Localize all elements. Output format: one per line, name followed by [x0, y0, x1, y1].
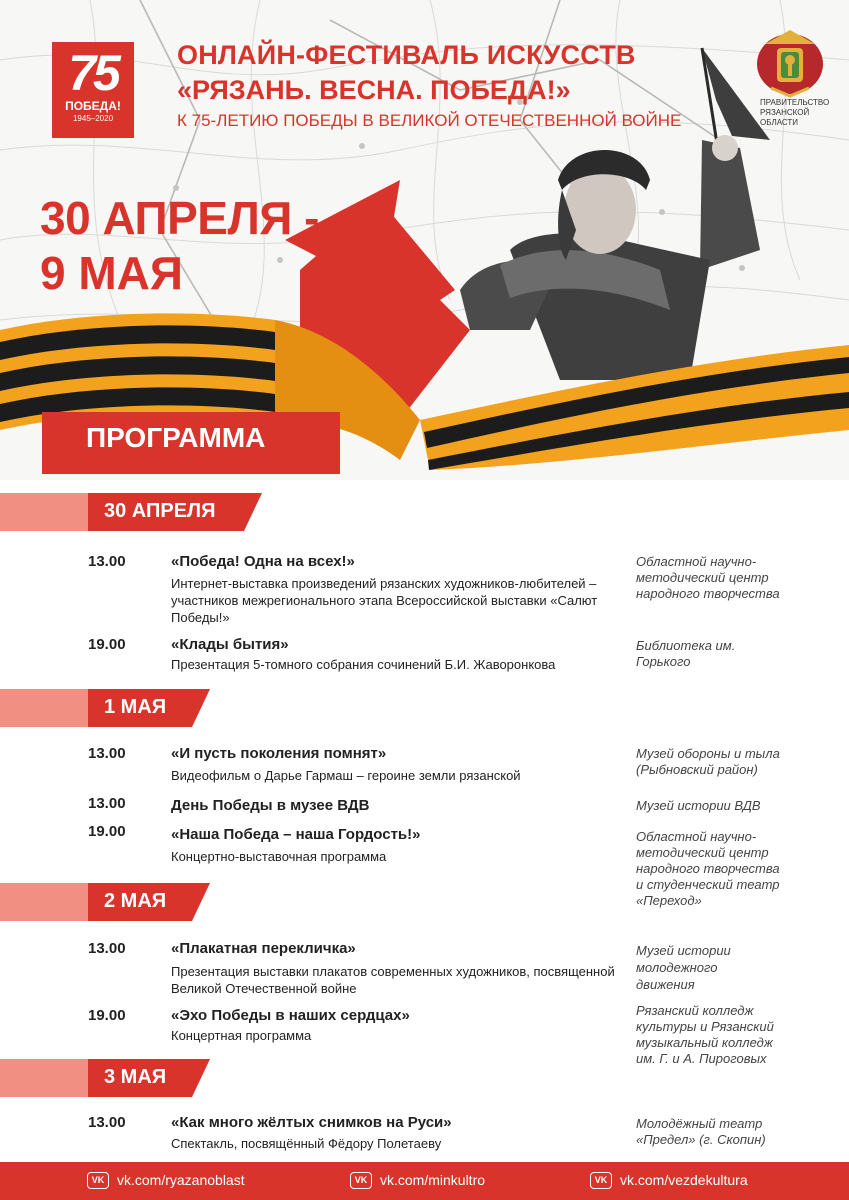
- emblem-caption: ПРАВИТЕЛЬСТВО РЯЗАНСКОЙ ОБЛАСТИ: [760, 98, 830, 127]
- logo-word: ПОБЕДА!: [65, 99, 121, 113]
- vk-icon: VK: [87, 1172, 109, 1189]
- header: [0, 0, 849, 480]
- event-title: День Победы в музее ВДВ: [171, 797, 370, 814]
- vk-link-text[interactable]: vk.com/minkultro: [380, 1172, 486, 1188]
- event-description: Интернет-выставка произведений рязанских художников-любителей – участников межрегионального этапа Всероссийской выставки «Салют Победы!»: [171, 576, 598, 625]
- program-heading-box: [42, 412, 340, 474]
- event-title: «И пусть поколения помнят»: [171, 745, 387, 762]
- event-description: Спектакль, посвящённый Фёдору Полетаеву: [171, 1136, 442, 1151]
- festival-title-line2: «РЯЗАНЬ. ВЕСНА. ПОБЕДА!»: [177, 75, 571, 105]
- festival-subtitle: К 75-ЛЕТИЮ ПОБЕДЫ В ВЕЛИКОЙ ОТЕЧЕСТВЕННОЙ ВОЙНЕ: [177, 111, 682, 130]
- victory-75-logo: [52, 42, 134, 138]
- event-venue: Рязанский колледж культуры и Рязанский музыкальный колледж им. Г. и А. Пироговых: [636, 1003, 774, 1066]
- logo-years: 1945–2020: [72, 114, 114, 123]
- day-label: 1 МАЯ: [104, 696, 167, 718]
- event-description: Видеофильм о Дарье Гармаш – героине земли рязанской: [171, 768, 521, 783]
- festival-dates-line1: 30 АПРЕЛЯ -: [40, 192, 319, 244]
- festival-title-line1: ОНЛАЙН-ФЕСТИВАЛЬ ИСКУССТВ: [177, 40, 636, 70]
- event-time: 13.00: [88, 1114, 126, 1131]
- day-band-1-may: [0, 689, 300, 727]
- event-title: «Плакатная перекличка»: [171, 940, 356, 957]
- vk-link-text[interactable]: vk.com/vezdekultura: [620, 1172, 748, 1188]
- event-title: «Наша Победа – наша Гордость!»: [171, 826, 421, 843]
- event-description: Презентация выставки плакатов современных художников, посвященной Великой Отечественной войне: [171, 964, 615, 996]
- vk-icon: VK: [590, 1172, 612, 1189]
- event-time: 13.00: [88, 745, 126, 762]
- ryazan-coat-of-arms-icon: [755, 24, 825, 98]
- event-time: 13.00: [88, 795, 126, 812]
- event-description: Концертная программа: [171, 1028, 312, 1043]
- event-time: 13.00: [88, 940, 126, 957]
- day-label: 30 АПРЕЛЯ: [104, 500, 216, 522]
- event-title: «Победа! Одна на всех!»: [171, 553, 355, 570]
- logo-number: 75: [68, 45, 118, 101]
- event-title: «Эхо Победы в наших сердцах»: [171, 1007, 410, 1024]
- day-band-30-april: [0, 493, 300, 531]
- festival-dates-line2: 9 МАЯ: [40, 247, 183, 299]
- day-label: 3 МАЯ: [104, 1066, 167, 1088]
- event-time: 19.00: [88, 823, 126, 840]
- footer-social-bar: [0, 1162, 849, 1200]
- event-venue: Музей истории ВДВ: [636, 798, 761, 813]
- event-venue: Музей обороны и тыла (Рыбновский район): [636, 746, 780, 777]
- vk-icon: VK: [350, 1172, 372, 1189]
- day-label: 2 МАЯ: [104, 890, 167, 912]
- event-title: «Клады бытия»: [171, 636, 289, 653]
- event-venue: Библиотека им. Горького: [636, 638, 736, 669]
- event-venue: Молодёжный театр «Предел» (г. Скопин): [636, 1116, 766, 1147]
- event-time: 19.00: [88, 1007, 126, 1024]
- vk-link-text[interactable]: vk.com/ryazanoblast: [117, 1172, 245, 1188]
- event-title: «Как много жёлтых снимков на Руси»: [171, 1114, 452, 1131]
- program-heading: ПРОГРАММА: [86, 422, 266, 453]
- event-venue: Областной научно-методический центр народного творчества: [636, 554, 780, 601]
- day-band-2-may: [0, 883, 300, 921]
- event-time: 13.00: [88, 553, 126, 570]
- event-venue: Музей истории молодежного движения: [636, 943, 731, 992]
- event-description: Презентация 5-томного собрания сочинений Б.И. Жаворонкова: [171, 657, 556, 672]
- event-description: Концертно-выставочная программа: [171, 849, 387, 864]
- event-time: 19.00: [88, 636, 126, 653]
- event-venue: Областной научно-методический центр народного творчества и студенческий театр «Переход»: [636, 829, 780, 908]
- day-band-3-may: [0, 1059, 300, 1097]
